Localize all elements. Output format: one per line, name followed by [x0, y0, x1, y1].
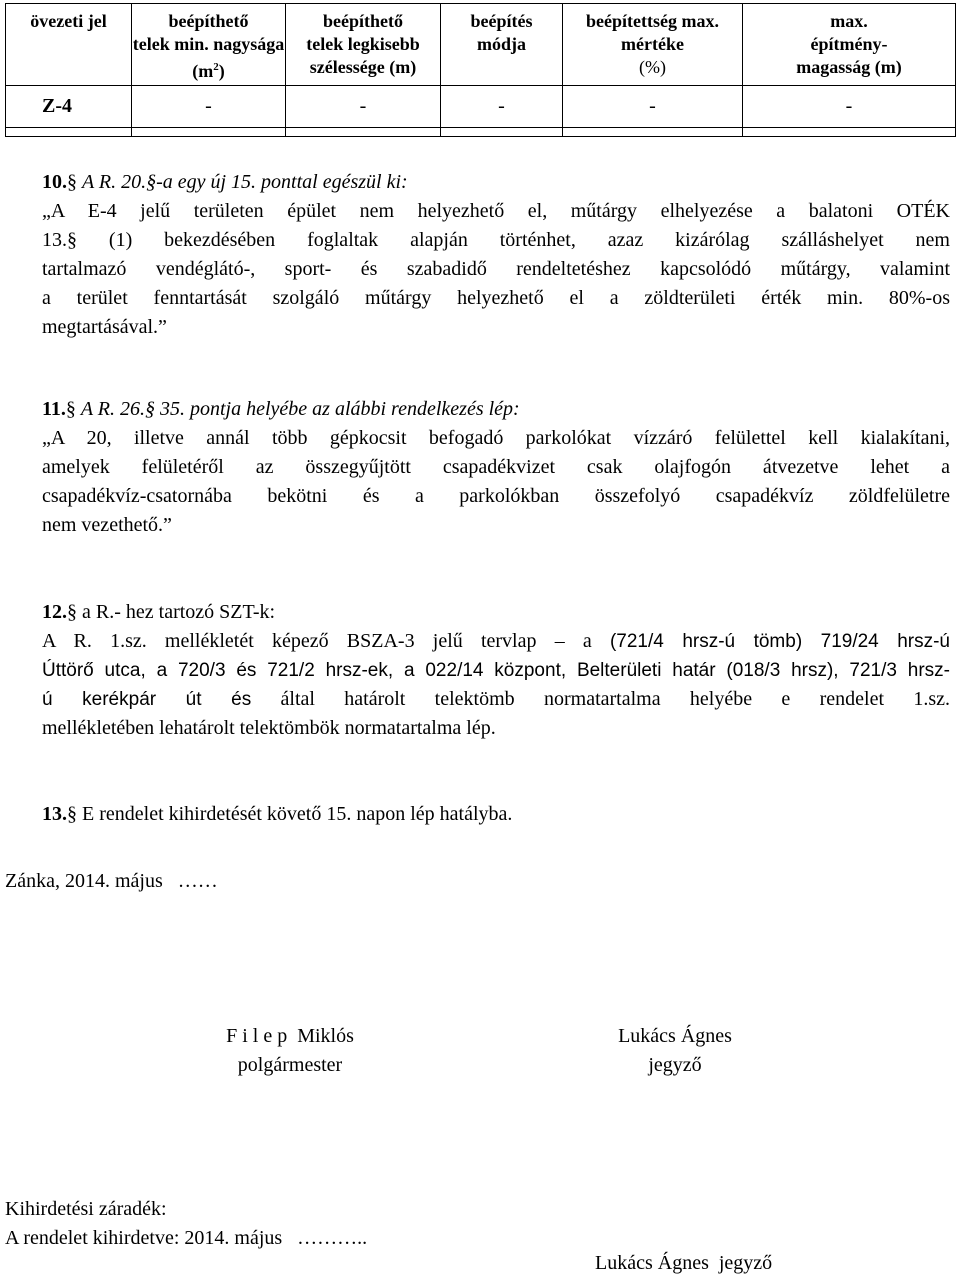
- col-header-max-height: max. építmény- magasság (m): [743, 4, 956, 86]
- section-11-line: amelyek felületéről az összegyűjtött csapadékvizet csak olajfogón átvezetve lehet a: [42, 456, 950, 478]
- table-cell: -: [441, 86, 563, 128]
- section-10: [42, 168, 950, 342]
- zoning-table: [5, 3, 956, 137]
- section-13: 13.§ E rendelet kihirdetését követő 15. napon lép hatályba.: [42, 803, 513, 825]
- place-date: Zánka, 2014. május ……: [5, 870, 218, 892]
- table-cell: -: [132, 86, 286, 128]
- col-header-max-coverage: beépítettség max. mértéke (%): [563, 4, 743, 86]
- promulgation-line: A rendelet kihirdetve: 2014. május ………..: [5, 1227, 373, 1249]
- notary-title: jegyző: [648, 1054, 702, 1076]
- section-12-line: mellékletében lehatárolt telektömbök normatartalma lép.: [42, 717, 496, 739]
- section-12-line: Úttörő utca, a 720/3 és 721/2 hrsz-ek, a 022/14 központ, Belterületi határ (018/3 hrsz), 721/3 hrsz-: [42, 660, 950, 681]
- section-10-line: „A E-4 jelű területen épület nem helyezhető el, műtárgy elhelyezése a balatoni OTÉK: [42, 200, 950, 222]
- promulgation-signer: Lukács Ágnes jegyző: [595, 1252, 773, 1274]
- promulgation-clause: [5, 1195, 372, 1253]
- mayor-signature: [150, 1022, 430, 1080]
- table-cell: -: [286, 86, 441, 128]
- section-12-heading: 12.§ a R.- hez tartozó SZT-k:: [42, 601, 276, 623]
- section-10-line: a terület fenntartását szolgáló műtárgy helyezhető el a zöldterületi érték min. 80%-os: [42, 287, 950, 309]
- col-header-zone: övezeti jel: [6, 4, 132, 86]
- section-11-line: csapadékvíz-csatornába bekötni és a parkolókban összefolyó csapadékvíz zöldfelületre: [42, 485, 950, 507]
- section-11-line: „A 20, illetve annál több gépkocsit befogadó parkolókat vízzáró felülettel kell kialakítani,: [42, 427, 950, 449]
- promulgation-heading: Kihirdetési záradék:: [5, 1198, 167, 1220]
- section-12-line: A R. 1.sz. mellékletét képező BSZA-3 jelű tervlap – a (721/4 hrsz-ú tömb) 719/24 hrsz-ú: [42, 630, 950, 652]
- section-11: [42, 395, 950, 540]
- col-header-min-lot-size: beépíthető telek min. nagysága $(m^2)$: [132, 4, 286, 86]
- section-12: [42, 598, 950, 743]
- mayor-name: F i l e p Miklós: [226, 1025, 354, 1047]
- section-10-line: 13.§ (1) bekezdésében foglaltak alapján történhet, azaz kizárólag szálláshelyet nem: [42, 229, 950, 251]
- mayor-title: polgármester: [237, 1054, 343, 1076]
- table-cell: -: [743, 86, 956, 128]
- col-header-building-mode: beépítés módja: [441, 4, 563, 86]
- notary-name: Lukács Ágnes: [618, 1025, 732, 1047]
- section-10-heading: 10.§ A R. 20.§-a egy új 15. ponttal egészül ki:: [42, 171, 408, 193]
- section-10-line: tartalmazó vendéglátó-, sport- és szabadidő rendeltetéshez kapcsolódó műtárgy, valamint: [42, 258, 950, 280]
- section-11-heading: 11.§ A R. 26.§ 35. pontja helyébe az alábbi rendelkezés lép:: [42, 398, 520, 420]
- section-12-line: ú kerékpár út és által határolt telektömb normatartalma helyébe e rendelet 1.sz.: [42, 688, 950, 710]
- table-cell-zone: Z-4: [6, 86, 132, 128]
- col-header-min-lot-width: beépíthető telek legkisebb szélessége (m): [286, 4, 441, 86]
- section-10-line: megtartásával.”: [42, 316, 167, 338]
- section-11-line: nem vezethető.”: [42, 514, 172, 536]
- table-cell: -: [563, 86, 743, 128]
- notary-signature: [540, 1022, 810, 1080]
